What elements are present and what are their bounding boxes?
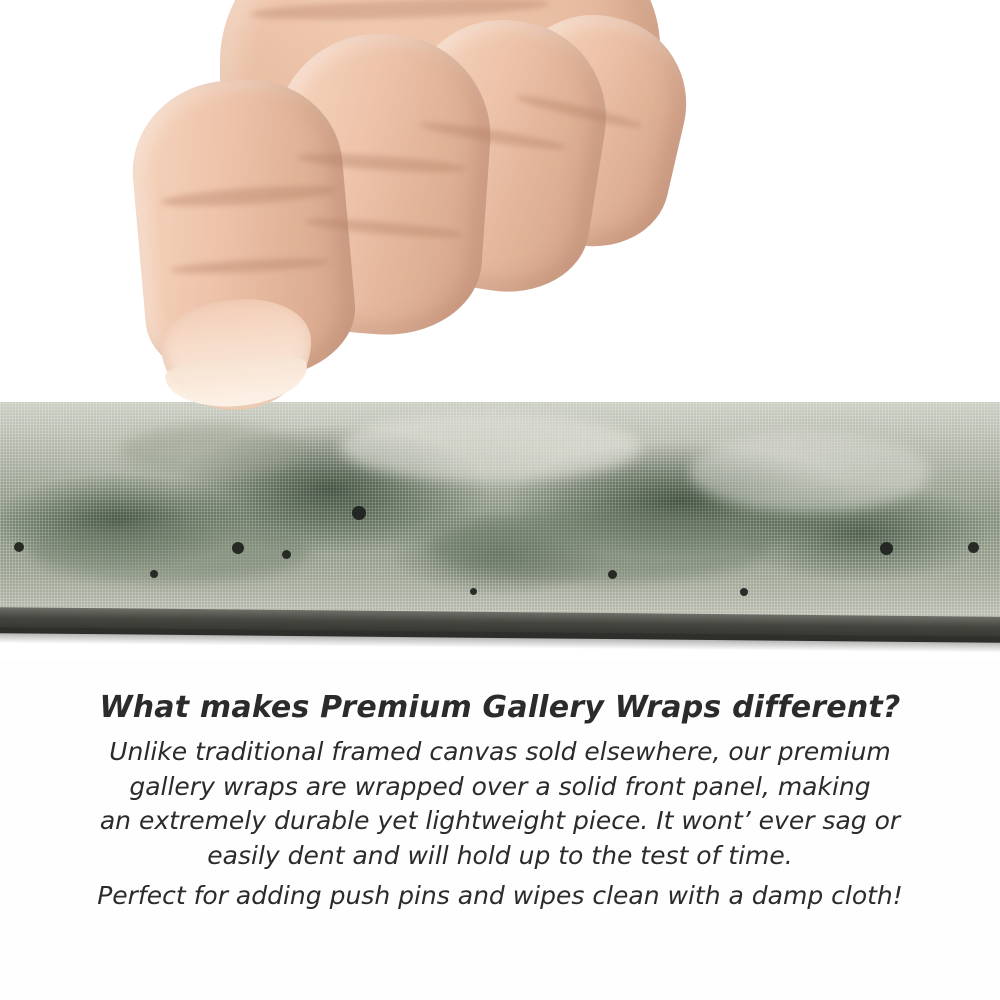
hand-illustration	[100, 0, 660, 430]
canvas-highlight	[340, 412, 640, 482]
canvas-speck	[232, 542, 244, 554]
canvas-speck	[608, 570, 617, 579]
canvas-wrap-edge	[0, 402, 1000, 620]
caption-block	[0, 690, 1000, 914]
canvas-speck	[352, 506, 366, 520]
caption-line-5: Perfect for adding push pins and wipes clean with a damp cloth!	[97, 881, 903, 910]
canvas-shadow	[30, 522, 310, 582]
canvas-speck	[150, 570, 158, 578]
canvas-speck	[968, 542, 979, 553]
caption-line-2: gallery wraps are wrapped over a solid front panel, making	[129, 771, 871, 801]
canvas-speck	[470, 588, 477, 595]
canvas-speck	[740, 588, 748, 596]
canvas-speck	[282, 550, 291, 559]
canvas-highlight	[690, 432, 930, 512]
canvas-shadow	[430, 512, 770, 582]
caption-heading: What makes Premium Gallery Wraps different?	[99, 690, 901, 725]
canvas-highlight	[120, 426, 300, 476]
caption-line-3: an extremely durable yet lightweight piece. It wont’ ever sag or	[99, 806, 901, 835]
caption-line-1: Unlike traditional framed canvas sold elsewhere, our premium	[109, 737, 891, 766]
caption-line-4: easily dent and will hold up to the test of time.	[207, 840, 793, 870]
canvas-speck	[14, 542, 24, 552]
canvas-speck	[880, 542, 893, 555]
